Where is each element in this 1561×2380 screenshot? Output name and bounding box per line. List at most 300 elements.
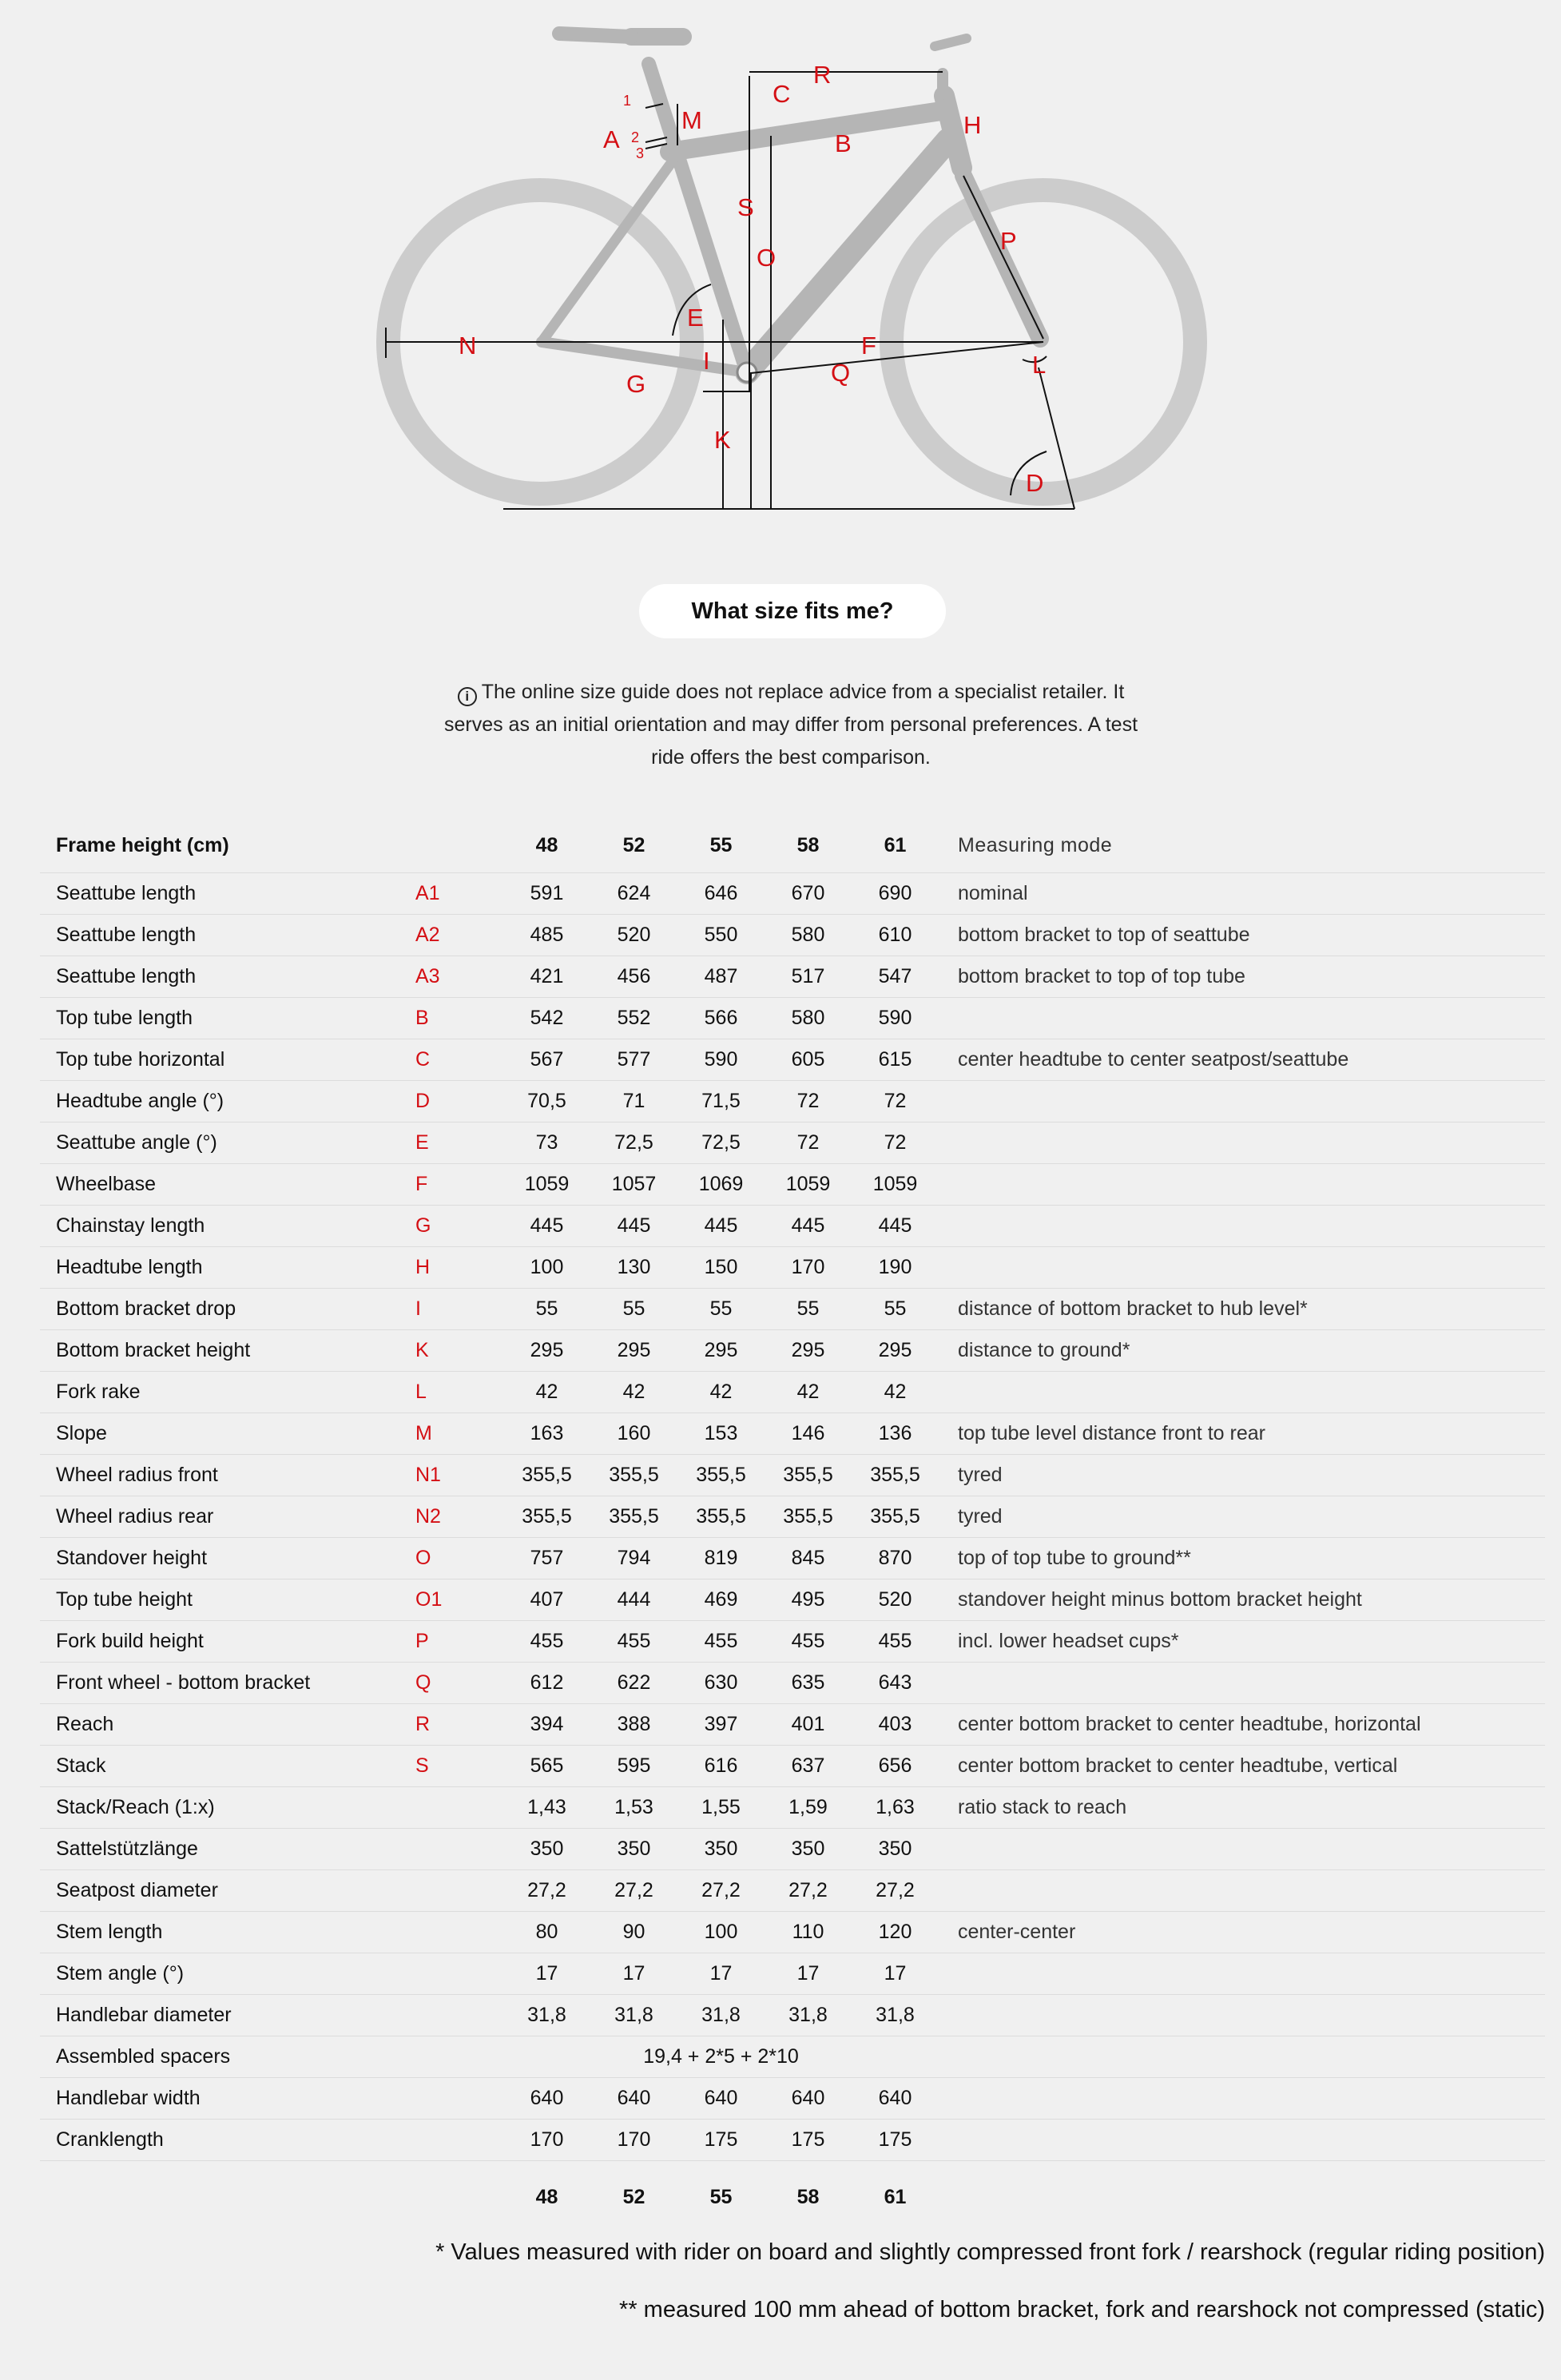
row-value: 190 [852,1247,939,1289]
row-value: 577 [590,1039,677,1081]
label-1: 1 [623,93,632,109]
row-value: 100 [503,1247,590,1289]
row-name: Fork build height [40,1621,415,1663]
table-row [40,1496,1545,1538]
row-name: Fork rake [40,1372,415,1413]
row-mode: distance to ground* [939,1330,1545,1372]
row-value: 455 [503,1621,590,1663]
row-value: 455 [765,1621,852,1663]
row-value: 610 [852,915,939,956]
row-value: 42 [677,1372,765,1413]
row-value: 355,5 [590,1496,677,1538]
table-row [40,1953,1545,1995]
row-mode: center bottom bracket to center headtube, vertical [939,1746,1545,1787]
row-value: 635 [765,1663,852,1704]
footer-size: 48 [535,2185,558,2208]
row-value: 640 [590,2078,677,2120]
row-value: 170 [590,2120,677,2161]
footer-mode [939,2161,1545,2234]
row-value: 485 [503,915,590,956]
row-name: Stem angle (°) [40,1953,415,1995]
what-size-fits-me-button[interactable]: What size fits me? [639,584,946,638]
row-value: 295 [677,1330,765,1372]
row-value: 71 [590,1081,677,1122]
row-name: Seattube angle (°) [40,1122,415,1164]
row-value: 401 [765,1704,852,1746]
row-value: 615 [852,1039,939,1081]
row-value: 42 [852,1372,939,1413]
row-value: 552 [590,998,677,1039]
label-D: D [1026,469,1044,497]
row-value: 175 [852,2120,939,2161]
row-value: 1057 [590,1164,677,1206]
row-value: 27,2 [503,1870,590,1912]
label-3: 3 [636,145,645,161]
row-code [415,1829,503,1870]
table-row [40,1579,1545,1621]
row-value: 403 [852,1704,939,1746]
row-value: 407 [503,1579,590,1621]
row-mode: incl. lower headset cups* [939,1621,1545,1663]
row-code: H [415,1247,503,1289]
row-mode [939,2120,1545,2161]
row-value: 17 [590,1953,677,1995]
row-mode [939,1164,1545,1206]
footer-code [415,2161,503,2234]
row-value: 55 [677,1289,765,1330]
row-code: N2 [415,1496,503,1538]
row-value: 355,5 [852,1496,939,1538]
row-code [415,2036,503,2078]
row-name: Seattube length [40,956,415,998]
row-code: I [415,1289,503,1330]
row-value: 640 [503,2078,590,2120]
row-mode: top tube level distance front to rear [939,1413,1545,1455]
row-code [415,1995,503,2036]
row-value: 350 [677,1829,765,1870]
row-mode [939,1247,1545,1289]
row-mode: tyred [939,1496,1545,1538]
row-value: 355,5 [503,1455,590,1496]
row-value: 567 [503,1039,590,1081]
row-mode: center bottom bracket to center headtube, horizontal [939,1704,1545,1746]
row-value: 163 [503,1413,590,1455]
table-row [40,1995,1545,2036]
row-value: 595 [590,1746,677,1787]
row-value: 355,5 [765,1455,852,1496]
label-P: P [1000,227,1017,255]
row-name: Handlebar diameter [40,1995,415,2036]
row-value: 622 [590,1663,677,1704]
row-value: 616 [677,1746,765,1787]
label-F: F [861,332,876,360]
geometry-table [40,818,1545,2233]
row-value: 146 [765,1413,852,1455]
footer-size: 52 [622,2185,645,2208]
row-value: 150 [677,1247,765,1289]
footer-size: 55 [709,2185,733,2208]
row-name: Front wheel - bottom bracket [40,1663,415,1704]
row-code: N1 [415,1455,503,1496]
header-code [415,818,503,873]
row-value: 624 [590,873,677,915]
row-value: 175 [677,2120,765,2161]
row-name: Wheelbase [40,1164,415,1206]
row-value: 580 [765,998,852,1039]
row-value: 55 [590,1289,677,1330]
row-value: 1059 [503,1164,590,1206]
row-mode [939,998,1545,1039]
table-row [40,1870,1545,1912]
row-value: 17 [765,1953,852,1995]
table-row [40,1372,1545,1413]
row-value: 445 [677,1206,765,1247]
row-value: 72,5 [677,1122,765,1164]
row-mode: ratio stack to reach [939,1787,1545,1829]
row-value: 355,5 [852,1455,939,1496]
label-E: E [687,304,704,332]
row-span-value: 19,4 + 2*5 + 2*10 [503,2036,939,2078]
row-name: Headtube length [40,1247,415,1289]
table-footer-row [40,2161,1545,2234]
header-size: 48 [503,818,590,873]
row-name: Stem length [40,1912,415,1953]
row-value: 487 [677,956,765,998]
row-value: 605 [765,1039,852,1081]
table-row [40,1829,1545,1870]
row-mode [939,2078,1545,2120]
row-name: Headtube angle (°) [40,1081,415,1122]
row-mode: center headtube to center seatpost/seattube [939,1039,1545,1081]
row-value: 1,59 [765,1787,852,1829]
row-mode: top of top tube to ground** [939,1538,1545,1579]
table-row [40,1746,1545,1787]
row-value: 646 [677,873,765,915]
footer-size: 61 [884,2185,907,2208]
row-value: 355,5 [503,1496,590,1538]
header-measuring-mode: Measuring mode [939,818,1545,873]
row-value: 547 [852,956,939,998]
row-value: 1,63 [852,1787,939,1829]
row-value: 565 [503,1746,590,1787]
row-code [415,1912,503,1953]
row-code: E [415,1122,503,1164]
row-value: 295 [503,1330,590,1372]
row-value: 170 [503,2120,590,2161]
row-value: 55 [852,1289,939,1330]
row-value: 70,5 [503,1081,590,1122]
row-mode [939,1122,1545,1164]
info-icon: i [458,687,477,706]
row-name: Standover height [40,1538,415,1579]
table-row [40,1621,1545,1663]
table-row [40,1289,1545,1330]
row-value: 17 [677,1953,765,1995]
row-name: Reach [40,1704,415,1746]
label-S: S [737,193,754,221]
row-name: Seattube length [40,873,415,915]
row-value: 517 [765,956,852,998]
row-mode: distance of bottom bracket to hub level* [939,1289,1545,1330]
row-value: 160 [590,1413,677,1455]
table-row [40,1164,1545,1206]
row-name: Cranklength [40,2120,415,2161]
row-value: 794 [590,1538,677,1579]
row-code: B [415,998,503,1039]
row-code [415,1953,503,1995]
table-row [40,2120,1545,2161]
label-M: M [681,106,702,134]
row-value: 640 [677,2078,765,2120]
row-value: 394 [503,1704,590,1746]
row-value: 550 [677,915,765,956]
row-value: 80 [503,1912,590,1953]
row-value: 350 [590,1829,677,1870]
row-code: M [415,1413,503,1455]
table-row [40,1247,1545,1289]
row-name: Top tube horizontal [40,1039,415,1081]
row-code: D [415,1081,503,1122]
table-row [40,2036,1545,2078]
row-value: 542 [503,998,590,1039]
row-value: 350 [765,1829,852,1870]
row-value: 170 [765,1247,852,1289]
table-row [40,1912,1545,1953]
row-value: 397 [677,1704,765,1746]
row-mode [939,1206,1545,1247]
row-code [415,1870,503,1912]
row-code: C [415,1039,503,1081]
row-value: 1059 [765,1164,852,1206]
footnote-2: ** measured 100 mm ahead of bottom bracket, fork and rearshock not compressed (static) [619,2297,1545,2322]
row-value: 136 [852,1413,939,1455]
row-name: Slope [40,1413,415,1455]
table-row [40,1081,1545,1122]
row-mode: standover height minus bottom bracket height [939,1579,1545,1621]
table-row [40,2078,1545,2120]
header-size: 55 [677,818,765,873]
row-name: Assembled spacers [40,2036,415,2078]
row-value: 819 [677,1538,765,1579]
row-code: O [415,1538,503,1579]
table-row [40,998,1545,1039]
row-code: R [415,1704,503,1746]
label-C: C [773,80,791,108]
row-value: 130 [590,1247,677,1289]
row-value: 1,43 [503,1787,590,1829]
header-size: 61 [852,818,939,873]
table-row [40,1455,1545,1496]
row-value: 72 [852,1081,939,1122]
header-frame-height: Frame height (cm) [40,818,415,873]
row-value: 295 [765,1330,852,1372]
row-code: Q [415,1663,503,1704]
row-value: 445 [590,1206,677,1247]
row-value: 72,5 [590,1122,677,1164]
row-mode [939,1829,1545,1870]
table-row [40,1039,1545,1081]
row-value: 90 [590,1912,677,1953]
table-row [40,1413,1545,1455]
row-value: 42 [765,1372,852,1413]
row-value: 566 [677,998,765,1039]
row-value: 670 [765,873,852,915]
row-code [415,2078,503,2120]
row-value: 355,5 [590,1455,677,1496]
row-value: 17 [852,1953,939,1995]
label-B: B [835,129,852,157]
row-value: 55 [765,1289,852,1330]
row-mode: center-center [939,1912,1545,1953]
row-code: K [415,1330,503,1372]
label-2: 2 [631,129,640,145]
table-row [40,915,1545,956]
label-H: H [963,111,982,139]
row-value: 580 [765,915,852,956]
row-value: 640 [765,2078,852,2120]
row-mode [939,1372,1545,1413]
row-code: A3 [415,956,503,998]
row-value: 1069 [677,1164,765,1206]
row-value: 350 [503,1829,590,1870]
row-value: 27,2 [765,1870,852,1912]
row-value: 295 [852,1330,939,1372]
row-mode [939,1995,1545,2036]
row-name: Sattelstützlänge [40,1829,415,1870]
row-value: 31,8 [765,1995,852,2036]
row-value: 27,2 [590,1870,677,1912]
row-value: 445 [503,1206,590,1247]
table-row [40,1206,1545,1247]
row-code: P [415,1621,503,1663]
row-value: 120 [852,1912,939,1953]
table-row [40,956,1545,998]
row-name: Bottom bracket drop [40,1289,415,1330]
row-value: 388 [590,1704,677,1746]
row-value: 31,8 [852,1995,939,2036]
footer-size: 58 [796,2185,820,2208]
row-value: 27,2 [852,1870,939,1912]
row-value: 55 [503,1289,590,1330]
table-row [40,1330,1545,1372]
row-value: 153 [677,1413,765,1455]
row-value: 590 [677,1039,765,1081]
row-value: 870 [852,1538,939,1579]
label-O: O [757,244,777,272]
bike-geometry-diagram [0,0,1561,543]
row-value: 350 [852,1829,939,1870]
label-L: L [1032,351,1047,379]
label-N: N [459,332,477,360]
label-R: R [813,61,832,89]
row-mode [939,1870,1545,1912]
row-value: 637 [765,1746,852,1787]
row-value: 445 [765,1206,852,1247]
row-value: 445 [852,1206,939,1247]
row-code: F [415,1164,503,1206]
row-value: 845 [765,1538,852,1579]
row-value: 110 [765,1912,852,1953]
row-value: 17 [503,1953,590,1995]
table-row [40,1538,1545,1579]
row-value: 495 [765,1579,852,1621]
header-size: 52 [590,818,677,873]
row-value: 72 [765,1122,852,1164]
row-mode [939,1081,1545,1122]
row-mode [939,1663,1545,1704]
row-value: 27,2 [677,1870,765,1912]
row-code: G [415,1206,503,1247]
row-value: 612 [503,1663,590,1704]
row-name: Handlebar width [40,2078,415,2120]
row-name: Seatpost diameter [40,1870,415,1912]
row-name: Stack/Reach (1:x) [40,1787,415,1829]
row-mode [939,1953,1545,1995]
row-code: L [415,1372,503,1413]
row-value: 355,5 [765,1496,852,1538]
row-value: 590 [852,998,939,1039]
row-name: Stack [40,1746,415,1787]
row-value: 520 [590,915,677,956]
footnote-1: * Values measured with rider on board and slightly compressed front fork / rearshock (regular riding position) [435,2239,1545,2265]
row-value: 175 [765,2120,852,2161]
row-value: 640 [852,2078,939,2120]
label-I: I [703,347,710,375]
size-guide-notice [431,676,1150,774]
row-code [415,2120,503,2161]
row-mode: bottom bracket to top of top tube [939,956,1545,998]
row-value: 520 [852,1579,939,1621]
row-value: 100 [677,1912,765,1953]
row-value: 355,5 [677,1455,765,1496]
row-value: 31,8 [677,1995,765,2036]
row-value: 421 [503,956,590,998]
row-value: 355,5 [677,1496,765,1538]
table-row [40,1704,1545,1746]
row-value: 42 [590,1372,677,1413]
row-value: 690 [852,873,939,915]
label-Q: Q [831,359,851,387]
row-code: A2 [415,915,503,956]
row-code: A1 [415,873,503,915]
notice-text: The online size guide does not replace advice from a specialist retailer. It serves as an initial orientation and may differ from personal preferences. A test ride offers the best comparison. [443,681,1138,769]
label-K: K [714,426,731,454]
row-value: 1,55 [677,1787,765,1829]
row-value: 469 [677,1579,765,1621]
row-value: 72 [852,1122,939,1164]
row-value: 630 [677,1663,765,1704]
label-G: G [626,370,646,398]
row-name: Wheel radius rear [40,1496,415,1538]
header-size: 58 [765,818,852,873]
row-value: 455 [852,1621,939,1663]
row-mode [939,2036,1545,2078]
row-name: Top tube height [40,1579,415,1621]
table-row [40,1663,1545,1704]
row-mode: tyred [939,1455,1545,1496]
row-value: 71,5 [677,1081,765,1122]
row-value: 31,8 [503,1995,590,2036]
row-value: 73 [503,1122,590,1164]
row-value: 591 [503,873,590,915]
row-value: 456 [590,956,677,998]
row-value: 455 [677,1621,765,1663]
table-header-row [40,818,1545,873]
table-row [40,1787,1545,1829]
label-A: A [603,125,620,153]
row-name: Top tube length [40,998,415,1039]
table-row [40,1122,1545,1164]
